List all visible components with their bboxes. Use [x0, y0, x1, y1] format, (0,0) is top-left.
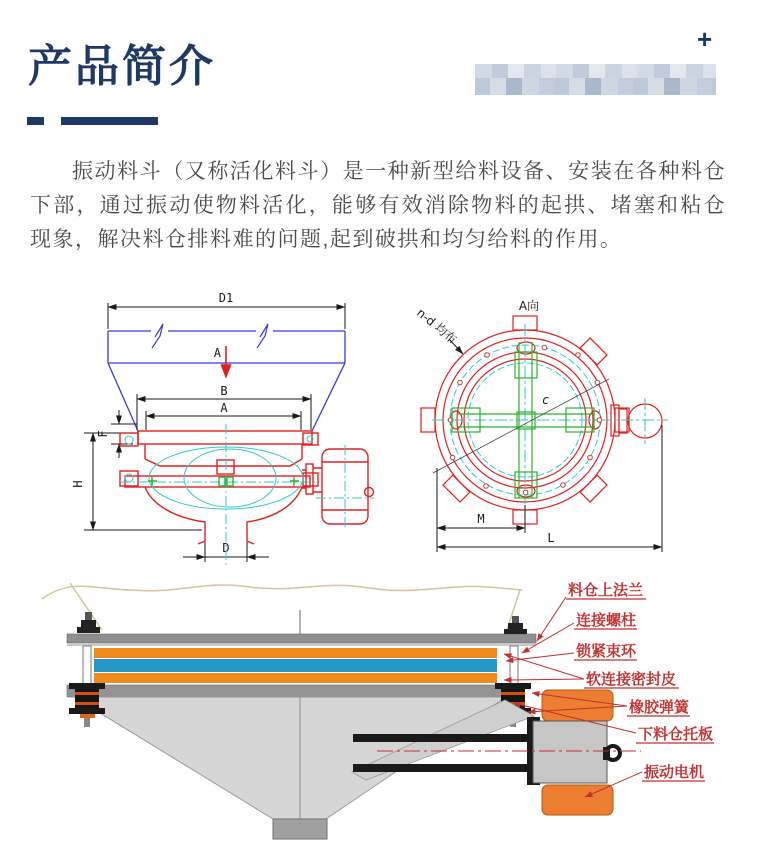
watermark-row: [475, 78, 716, 95]
bracket-arm: [353, 764, 535, 772]
part-label-support-plate: 下料仓托板: [638, 725, 714, 743]
seal-strip-orange-bottom: [94, 673, 497, 683]
silo-wall-line: [42, 583, 522, 633]
connecting-stud: [510, 646, 518, 684]
section-view-drawing: [42, 581, 714, 839]
dim-label-h: H: [71, 480, 85, 488]
part-label-upper-flange: 料仓上法兰: [568, 581, 644, 599]
view-title-a: A向: [518, 299, 540, 313]
front-view-drawing: [71, 291, 374, 568]
dim-label-c: c: [542, 393, 550, 407]
watermark-row: [475, 64, 716, 78]
seal-strip-orange-top: [94, 648, 497, 658]
dim-label-l: L: [547, 531, 555, 545]
dim-label-a: A: [220, 401, 228, 415]
plus-icon[interactable]: +: [697, 24, 713, 54]
intro-paragraph: 振动料斗（又称活化料斗）是一种新型给料设备、安装在各种料仓下部，通过振动使物料活化，能够有效消除物料的起拱、堵塞和粘仓现象，解决料仓排料难的问题,起到破拱和均匀给料的作用。: [30, 160, 726, 251]
dim-label-f: F: [96, 430, 110, 438]
part-label-locking-ring: 锁紧束环: [576, 642, 637, 660]
dim-label-m: M: [477, 512, 485, 526]
title-underline-short: [27, 117, 44, 125]
dim-label-b: B: [220, 384, 228, 398]
part-label-soft-seal: 软连接密封皮: [586, 670, 677, 688]
flange-bolt: [77, 612, 527, 634]
title-underline-long: [61, 117, 158, 125]
bracket-arm: [353, 734, 535, 742]
bolt-note: n-d 均布: [414, 305, 460, 347]
lower-support-plate: [67, 685, 508, 697]
upper-flange-plate: [67, 634, 536, 643]
dim-label-d: D: [222, 541, 230, 555]
part-label-connecting-stud: 连接螺柱: [576, 611, 637, 629]
discharge-spout: [273, 819, 327, 839]
watermark-blur: [475, 64, 716, 95]
part-label-vibration-motor: 振动电机: [644, 763, 705, 781]
technical-drawings: [0, 278, 776, 844]
part-label-rubber-spring: 橡胶弹簧: [629, 698, 690, 716]
page-title: 产品简介: [28, 42, 216, 91]
dim-label-d1: D1: [218, 291, 234, 305]
top-view-drawing: [414, 299, 668, 552]
connecting-stud: [83, 646, 91, 684]
view-arrow-label-a: A: [213, 346, 221, 360]
seal-strip-blue: [94, 659, 497, 672]
hopper-cone: [74, 697, 506, 819]
